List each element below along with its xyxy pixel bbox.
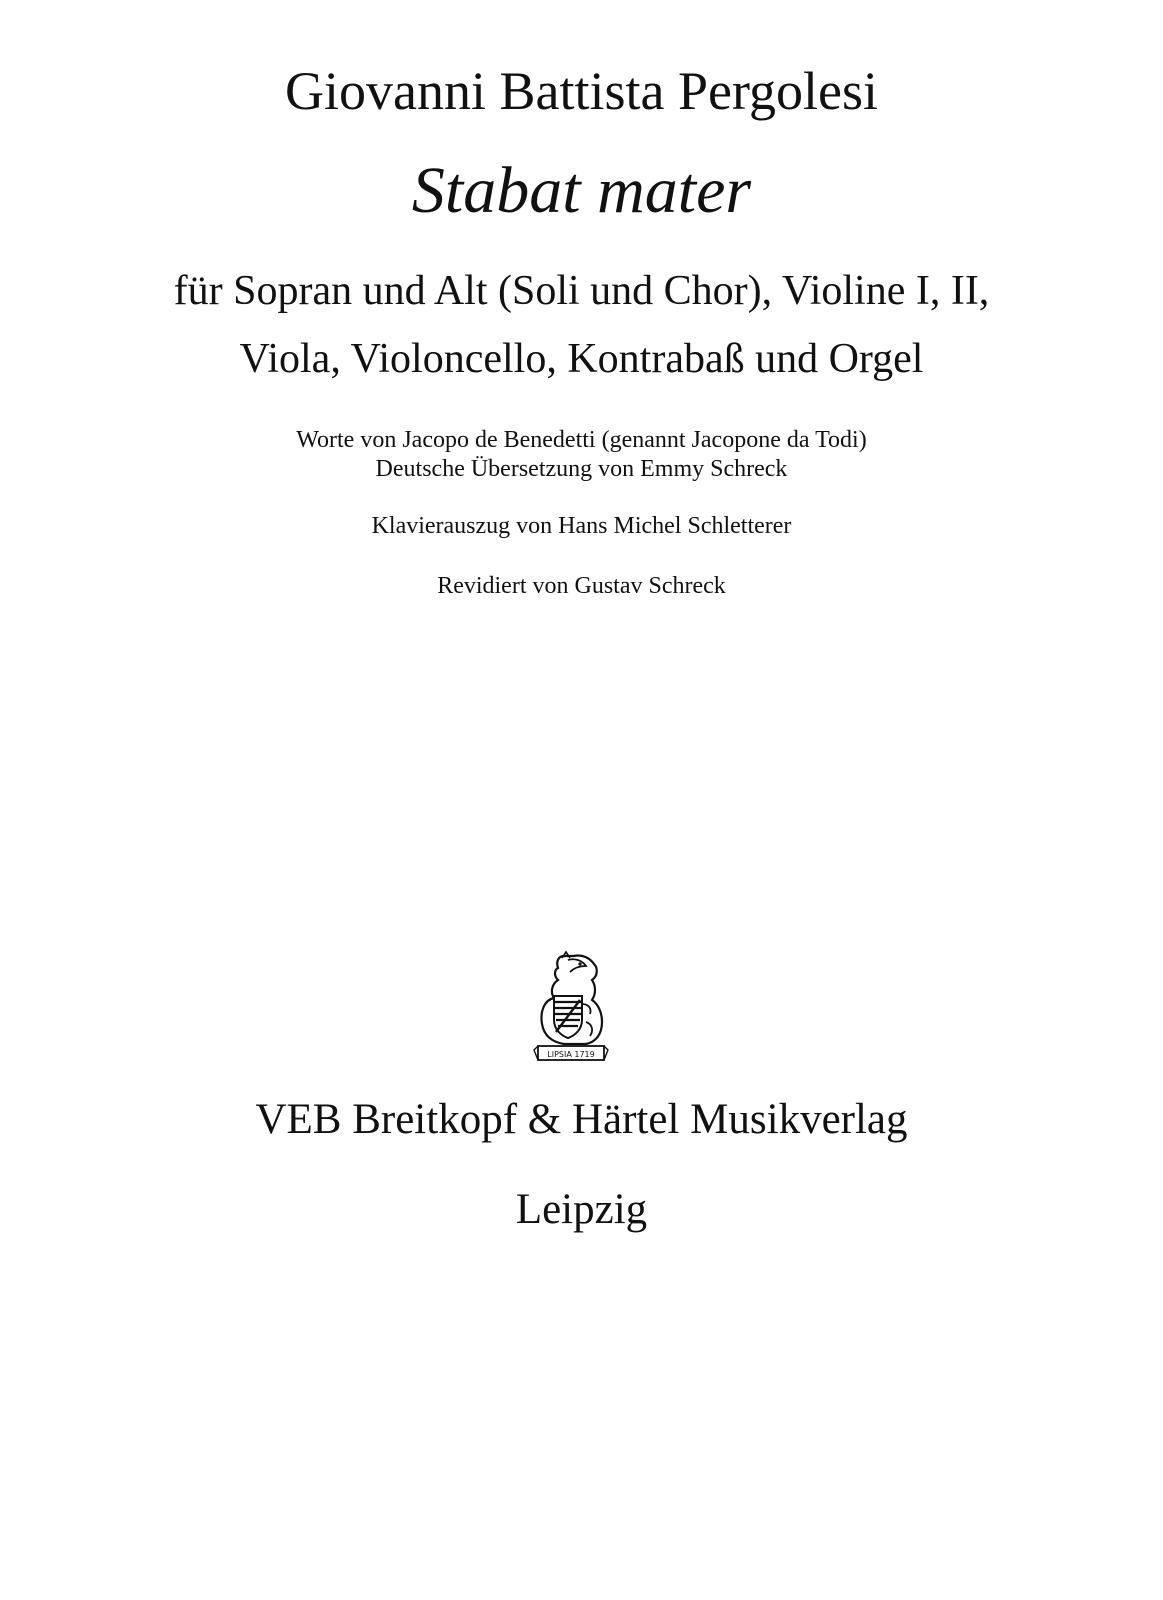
- svg-text:LIPSIA 1719: LIPSIA 1719: [547, 1050, 595, 1059]
- scoring-line-2: Viola, Violoncello, Kontrabaß und Orgel: [239, 336, 924, 382]
- translation-credit: Deutsche Übersetzung von Emmy Schreck: [375, 456, 788, 482]
- revision-credit: Revidiert von Gustav Schreck: [437, 573, 726, 599]
- scoring-line-1: für Sopran und Alt (Soli und Chor), Violine I, II,: [173, 268, 990, 314]
- lyrics-credit: Worte von Jacopo de Benedetti (genannt Jacopone da Todi): [296, 427, 867, 453]
- publisher-city: Leipzig: [515, 1186, 648, 1233]
- piano-reduction-credit: Klavierauszug von Hans Michel Schletterer: [371, 513, 792, 539]
- work-title: Stabat mater: [411, 154, 752, 227]
- publisher-emblem-icon: [524, 946, 616, 1066]
- publisher-name: VEB Breitkopf & Härtel Musikverlag: [255, 1096, 908, 1143]
- composer-name: Giovanni Battista Pergolesi: [285, 61, 878, 121]
